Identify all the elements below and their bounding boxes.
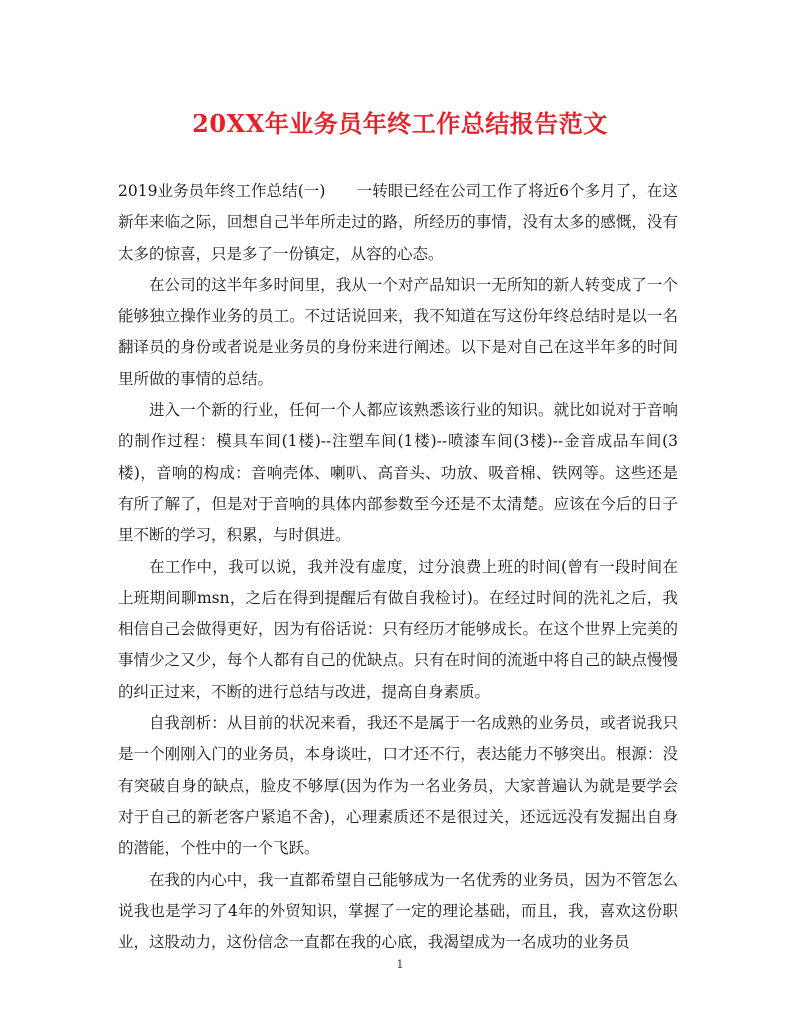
page-number: 1 — [396, 958, 404, 971]
paragraph-4: 在工作中，我可以说，我并没有虚度，过分浪费上班的时间(曾有一段时间在上班期间聊msn，之后在得到提醒后有做自我检讨)。在经过时间的洗礼之后，我相信自己会做得更好，因为有俗话说：只有经历才能够成长。在这个世界上完美的事情少之又少，每个人都有自己的优缺点。只有在时间的流逝中将自己的缺点慢慢的纠正过来，不断的进行总结与改进，提高自身素质。 — [118, 557, 678, 701]
document-body — [118, 176, 678, 958]
paragraph-6: 在我的内心中，我一直都希望自己能够成为一名优秀的业务员，因为不管怎么说我也是学习了4年的外贸知识，掌握了一定的理论基础，而且，我，喜欢这份职业，这股动力，这份信念一直都在我的心底，我渴望成为一名成功的业务员 — [118, 870, 678, 952]
paragraph-2: 在公司的这半年多时间里，我从一个对产品知识一无所知的新人转变成了一个能够独立操作业务的员工。不过话说回来，我不知道在写这份年终总结时是以一名翻译员的身份或者说是业务员的身份来进行阐述。以下是对自己在这半年多的时间里所做的事情的总结。 — [118, 275, 678, 388]
document-title: 20XX年业务员年终工作总结报告范文 — [192, 109, 608, 138]
paragraph-3: 进入一个新的行业，任何一个人都应该熟悉该行业的知识。就比如说对于音响的制作过程：模具车间(1楼)--注塑车间(1楼)--喷漆车间(3楼)--金音成品车间(3楼)，音响的构成：音响壳体、喇叭、高音头、功放、吸音棉、铁网等。这些还是有所了解了，但是对于音响的具体内部参数至今还是不太清楚。应该在今后的日子里不断的学习，积累，与时俱进。 — [118, 401, 678, 545]
paragraph-1: 2019业务员年终工作总结(一) 一转眼已经在公司工作了将近6个多月了，在这新年来临之际，回想自己半年所走过的路，所经历的事情，没有太多的感慨，没有太多的惊喜，只是多了一份镇定，从容的心态。 — [118, 182, 678, 263]
paragraph-5: 自我剖析：从目前的状况来看，我还不是属于一名成熟的业务员，或者说我只是一个刚刚入门的业务员，本身谈吐，口才还不行，表达能力不够突出。根源：没有突破自身的缺点，脸皮不够厚(因为作为一名业务员，大家普遍认为就是要学会对于自己的新老客户紧追不舍)，心理素质还不是很过关，还远远没有发掘出自身的潜能，个性中的一个飞跃。 — [118, 714, 678, 858]
